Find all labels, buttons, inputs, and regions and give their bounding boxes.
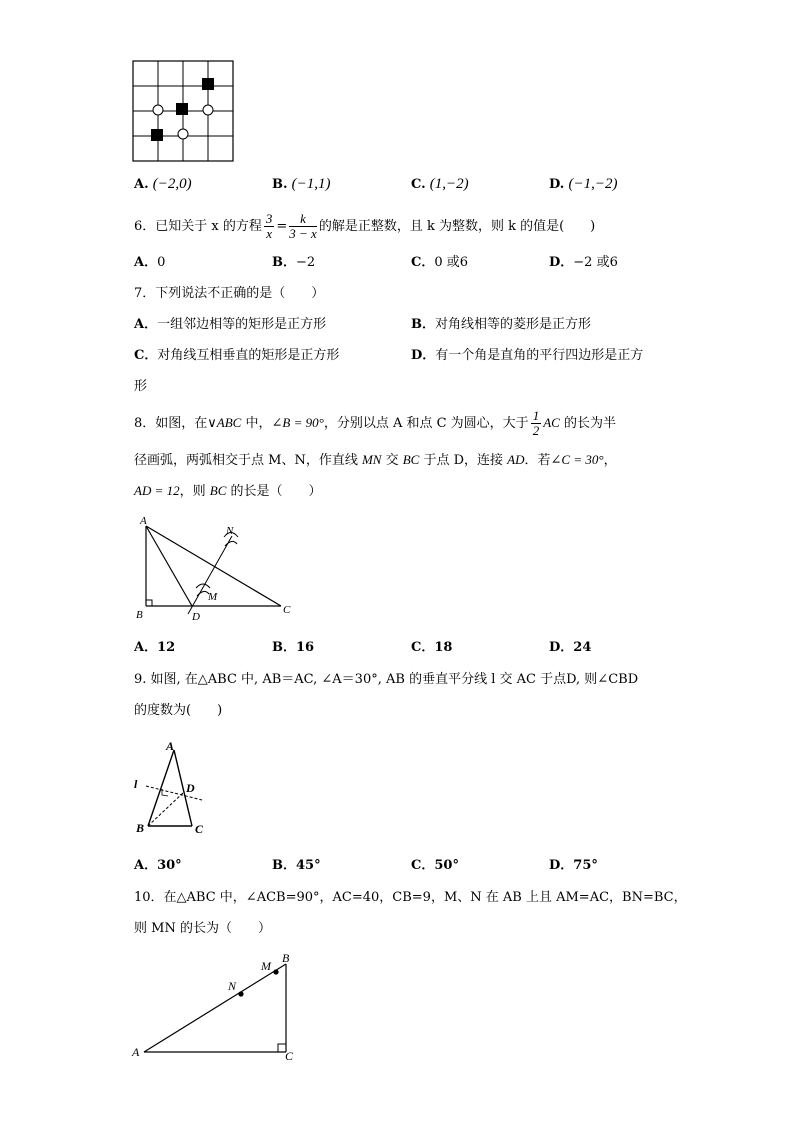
q8-label-d: D	[192, 611, 200, 623]
q5-option-d[interactable]: D. (−1,−2)	[549, 176, 618, 192]
q10-point-m	[273, 969, 278, 974]
q9-option-d[interactable]: D．75°	[549, 858, 598, 873]
q6-stem: 6．已知关于 x 的方程 $\frac{3}{x}$ = $\frac{k}{3 - x}$ 的解是正整数，且 k 为整数，则 k 的值是( )	[134, 211, 596, 241]
q7-option-d[interactable]: D．有一个角是直角的平行四边形是正方	[411, 348, 644, 363]
q9-option-c[interactable]: C．50°	[411, 858, 459, 873]
q5-option-c[interactable]: C. (1,−2)	[411, 176, 469, 192]
q7-option-c[interactable]: C．对角线互相垂直的矩形是正方形	[134, 348, 340, 363]
q10-label-a: A	[132, 1045, 140, 1059]
q5-grid-figure	[132, 60, 236, 164]
q6-option-d[interactable]: D．−2 或6	[549, 255, 618, 270]
q9-label-d: D	[186, 781, 195, 795]
q7-option-a[interactable]: A．一组邻边相等的矩形是正方形	[134, 317, 327, 332]
q10-point-n	[238, 991, 243, 996]
black-square-1	[202, 78, 214, 90]
q8-label-a: A	[140, 515, 147, 527]
q8-stem-line3: AD = 12，则 BC 的长是（ ）	[134, 483, 322, 499]
black-square-2	[176, 103, 188, 115]
q6-fraction-k-over-3-minus-x: $\frac{k}{3 - x}$	[289, 211, 317, 241]
q6-fraction-3-over-x: $\frac{3}{x}$	[265, 211, 273, 241]
q10-label-c: C	[285, 1049, 294, 1063]
q10-label-b: B	[282, 951, 290, 965]
q8-option-a[interactable]: A．12	[134, 640, 176, 655]
q6-option-c[interactable]: C．0 或6	[411, 255, 469, 270]
q8-option-b[interactable]: B．16	[272, 640, 315, 655]
q7-stem: 7．下列说法不正确的是（ ）	[134, 286, 325, 301]
q10-label-m: M	[261, 959, 271, 973]
q10-label-n: N	[228, 979, 237, 993]
q9-label-a: A	[166, 739, 175, 753]
q10-stem-line2: 则 MN 的长为（ ）	[134, 921, 271, 936]
q8-stem-line2: 径画弧，两弧相交于点 M、N，作直线 MN 交 BC 于点 D，连接 AD．若∠C = 30°，	[134, 452, 617, 468]
q9-option-b[interactable]: B．45°	[272, 858, 321, 873]
q9-stem-line2: 的度数为( )	[134, 703, 223, 718]
q8-stem-line1: 8．如图，在∨ABC 中，∠B = 90°，分别以点 A 和点 C 为圆心，大于 $\frac{1}{2}$ AC 的长为半	[134, 408, 616, 438]
q6-option-b[interactable]: B．−2	[272, 255, 316, 270]
q8-option-c[interactable]: C．18	[411, 640, 453, 655]
white-circle-1	[153, 105, 163, 115]
q9-stem-line1: 9. 如图, 在△ABC 中, AB＝AC, ∠A＝30°, AB 的垂直平分线 l 交 AC 于点D, 则∠CBD	[134, 672, 639, 687]
q7-option-d-wrap: 形	[134, 379, 148, 394]
q8-label-n: N	[226, 525, 234, 537]
q9-triangle-figure	[132, 738, 216, 838]
q9-option-a[interactable]: A．30°	[134, 858, 182, 873]
q5-option-b[interactable]: B. (−1,1)	[272, 176, 331, 192]
q6-option-a[interactable]: A．0	[134, 255, 166, 270]
q8-fraction-one-half: $\frac{1}{2}$	[532, 408, 540, 438]
white-circle-3	[178, 129, 188, 139]
q7-option-b[interactable]: B．对角线相等的菱形是正方形	[411, 317, 592, 332]
black-square-3	[151, 129, 163, 141]
q10-triangle-figure	[130, 950, 300, 1066]
q8-triangle-figure	[136, 514, 296, 626]
q9-label-l: l	[134, 777, 138, 791]
white-circle-2	[203, 105, 213, 115]
q8-label-m: M	[208, 591, 218, 603]
q9-label-c: C	[195, 822, 204, 836]
q8-option-d[interactable]: D．24	[549, 640, 592, 655]
q9-label-b: B	[136, 821, 145, 835]
q5-option-a[interactable]: A. (−2,0)	[134, 176, 192, 192]
q8-label-c: C	[283, 604, 291, 616]
q8-label-b: B	[136, 609, 143, 621]
q10-stem-line1: 10．在△ABC 中，∠ACB=90°，AC=40，CB=9，M、N 在 AB 上且 AM=AC，BN=BC，	[134, 890, 687, 905]
